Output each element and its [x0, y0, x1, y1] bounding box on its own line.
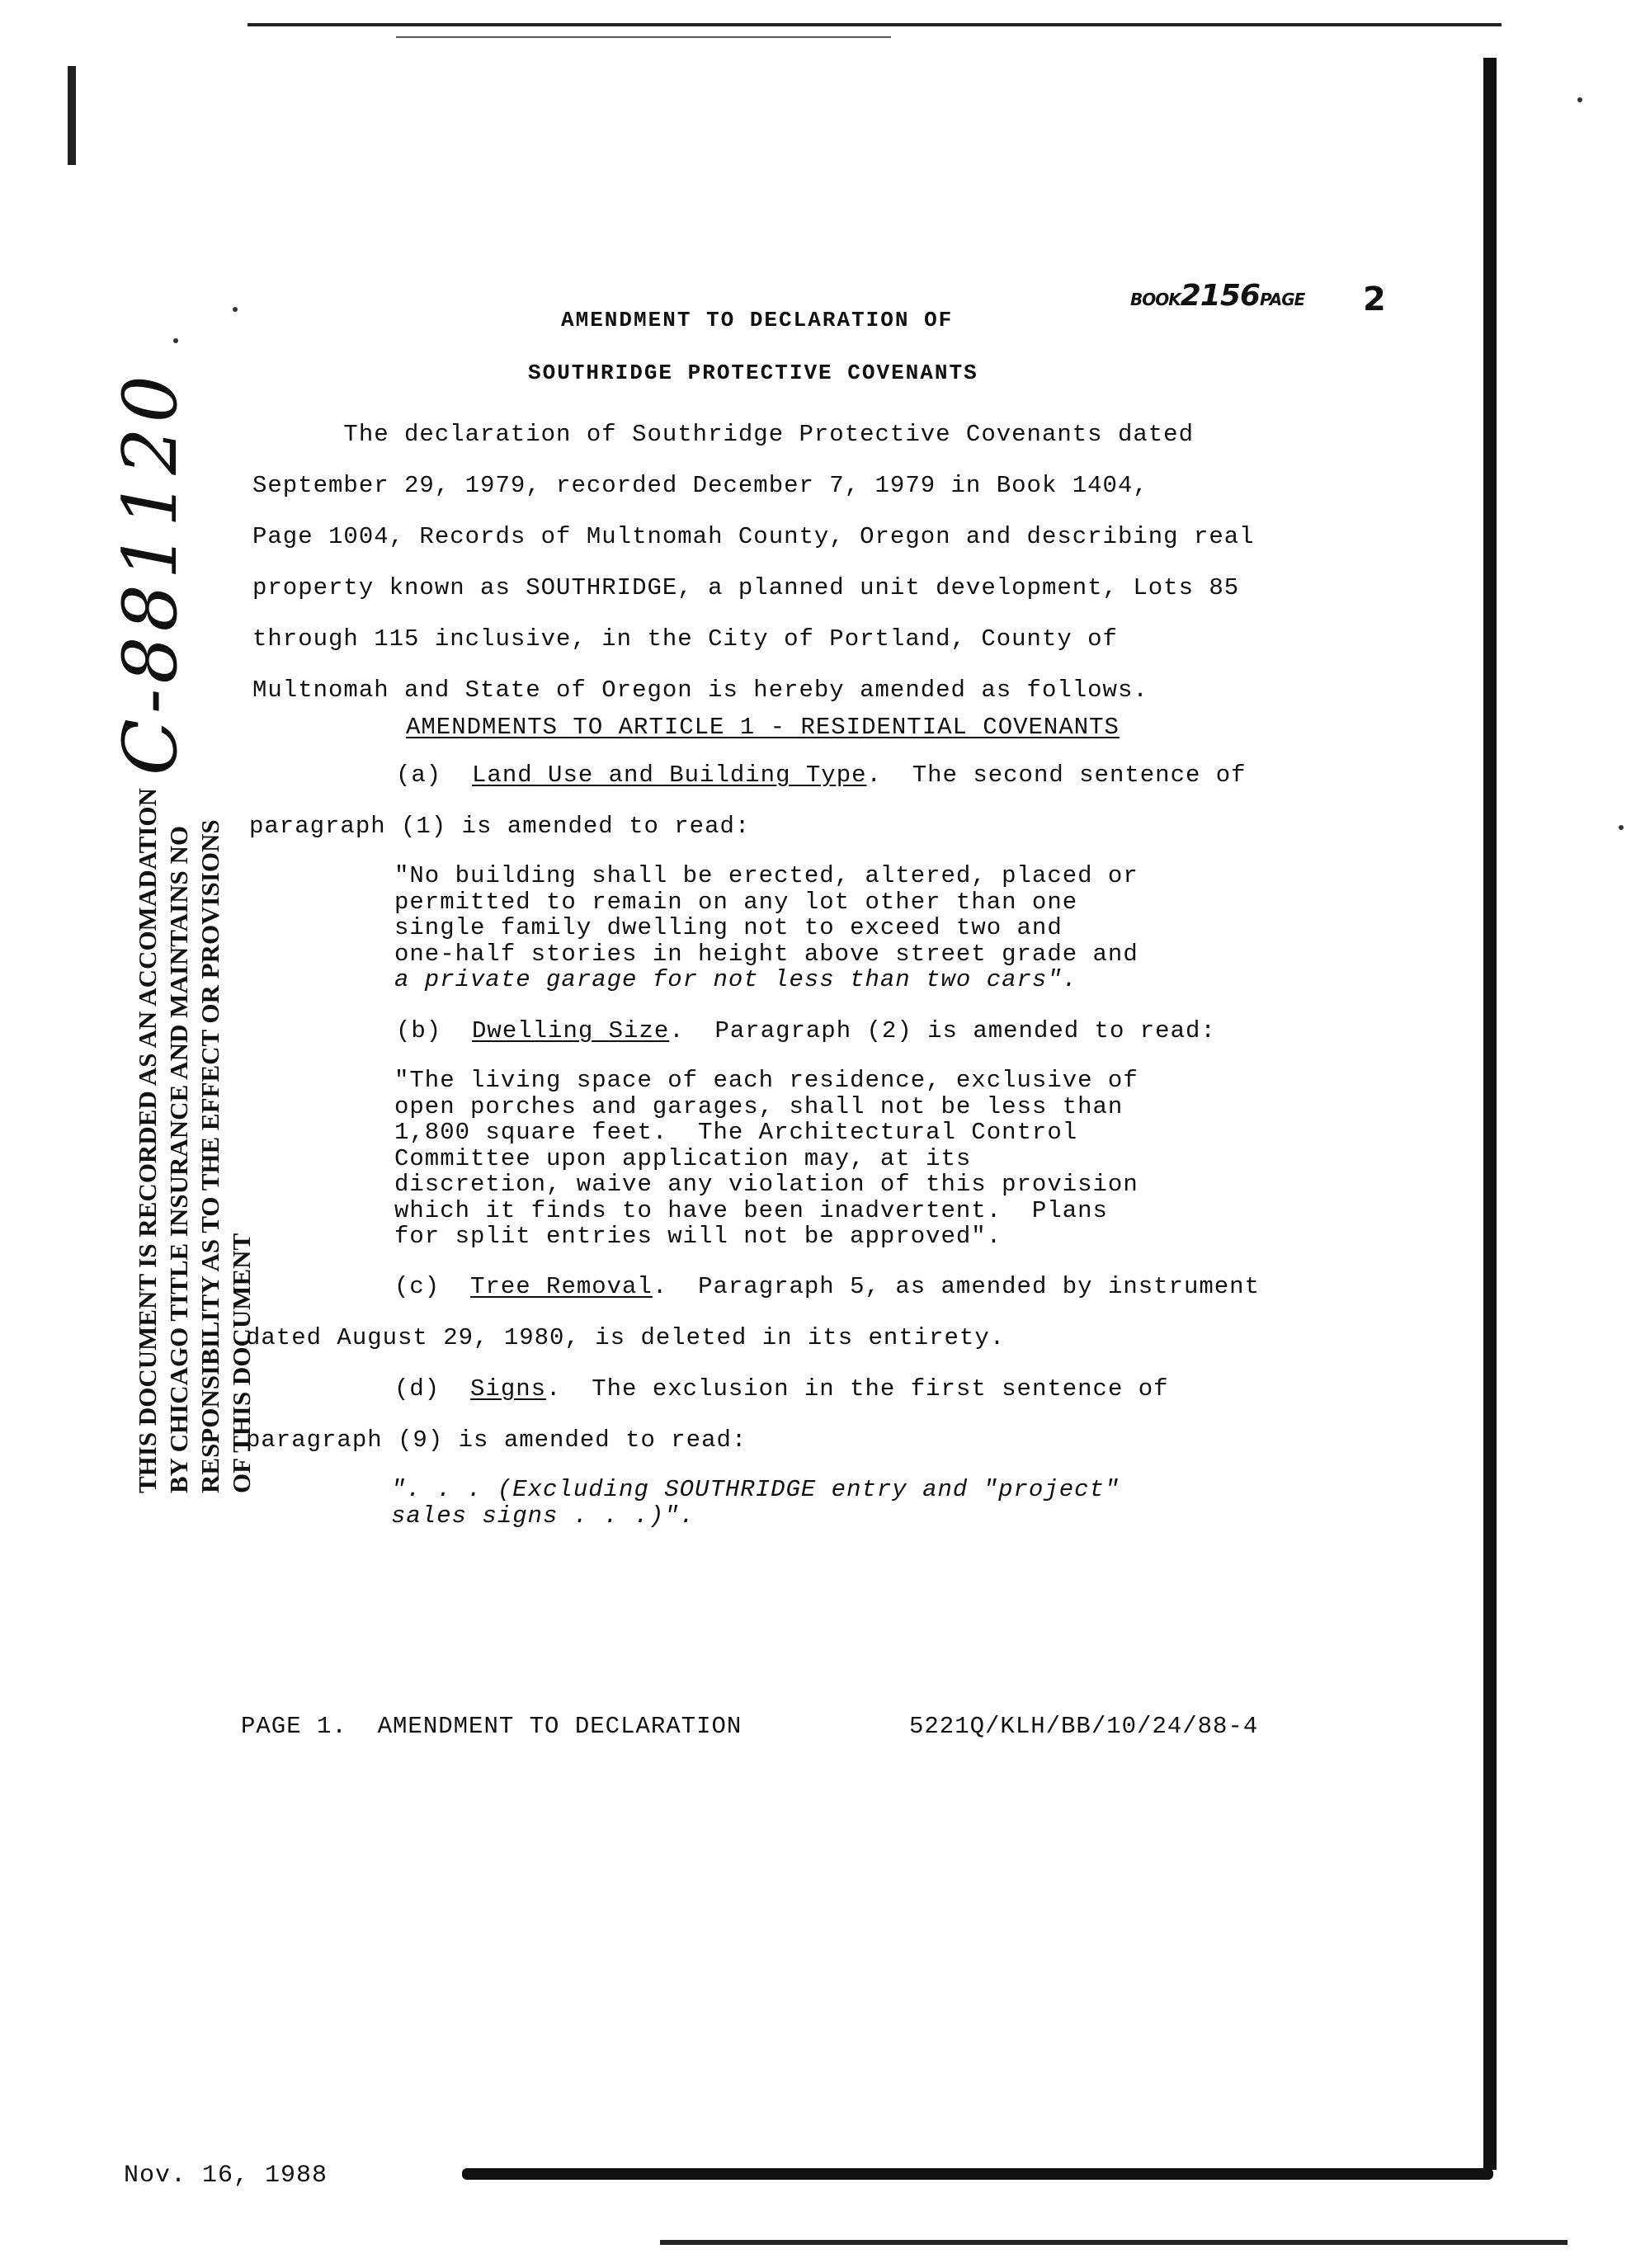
section-a [396, 762, 1247, 789]
section-d-quote [391, 1477, 1120, 1529]
quote-line: sales signs . . .)". [391, 1502, 695, 1530]
section-marker: (c) [394, 1273, 441, 1300]
document-title: AMENDMENT TO DECLARATION OF [561, 308, 954, 332]
recording-date: Nov. 16, 1988 [124, 2162, 328, 2190]
article-heading: AMENDMENTS TO ARTICLE 1 - RESIDENTIAL COVENANTS [406, 714, 1120, 741]
quote-line: permitted to remain on any lot other than one [394, 888, 1078, 916]
quote-line: single family dwelling not to exceed two and [394, 914, 1063, 941]
quote-line: ". . . (Excluding SOUTHRIDGE entry and "project" [391, 1476, 1120, 1503]
section-a-quote [394, 863, 1138, 993]
section-text: . Paragraph (2) is amended to read: [669, 1017, 1216, 1044]
intro-line: through 115 inclusive, in the City of Portland, County of [252, 625, 1118, 653]
quote-line: one-half stories in height above street grade and [394, 940, 1138, 968]
section-b [396, 1018, 1216, 1044]
book-prefix: BOOK [1130, 290, 1181, 309]
scan-dot [1577, 97, 1582, 102]
scan-edge-top [248, 23, 1502, 26]
scan-dot [233, 307, 238, 312]
document-code: 5221Q/KLH/BB/10/24/88-4 [909, 1713, 1259, 1740]
intro-paragraph [252, 409, 1255, 716]
quote-line: a private garage for not less than two cars". [394, 966, 1078, 993]
scan-edge-top-secondary [396, 36, 891, 38]
section-c [394, 1274, 1260, 1300]
section-d [394, 1376, 1169, 1403]
intro-line: Page 1004, Records of Multnomah County, Oregon and describing real [252, 523, 1255, 550]
scan-mark-left [68, 66, 76, 165]
scan-edge-bottom [462, 2168, 1493, 2180]
intro-line: property known as SOUTHRIDGE, a planned unit development, Lots 85 [252, 574, 1240, 601]
section-text: . The exclusion in the first sentence of [546, 1375, 1169, 1403]
section-heading: Land Use and Building Type [472, 762, 867, 789]
page-number: 2 [1363, 281, 1386, 318]
stamp-line: BY CHICAGO TITLE INSURANCE AND MAINTAINS NO [164, 826, 193, 1493]
quote-line: "No building shall be erected, altered, placed or [394, 862, 1138, 889]
book-number: 2156 [1180, 279, 1260, 313]
scan-dot [173, 338, 178, 343]
section-marker: (d) [394, 1375, 441, 1403]
page-label: PAGE [1259, 290, 1305, 309]
scan-edge-right [1483, 58, 1497, 2170]
recording-disclaimer-stamp [132, 788, 257, 1493]
page-footer-label: PAGE 1. AMENDMENT TO DECLARATION [241, 1713, 742, 1740]
section-d-line2: paragraph (9) is amended to read: [246, 1426, 747, 1454]
stamp-line: OF THIS DOCUMENT [227, 1233, 256, 1493]
section-marker: (a) [396, 762, 442, 789]
section-c-line2: dated August 29, 1980, is deleted in its entirety. [246, 1324, 1006, 1351]
book-page-stamp [1130, 279, 1304, 313]
quote-line: which it finds to have been inadvertent. Plans [394, 1196, 1108, 1224]
section-heading: Tree Removal [470, 1273, 653, 1300]
scan-edge-bottom-secondary [660, 2240, 1568, 2245]
quote-line: Committee upon application may, at its [394, 1144, 972, 1172]
quote-line: "The living space of each residence, exclusive of [394, 1067, 1138, 1094]
quote-line: 1,800 square feet. The Architectural Control [394, 1119, 1078, 1146]
section-a-line2: paragraph (1) is amended to read: [249, 813, 751, 840]
quote-line: open porches and garages, shall not be less than [394, 1092, 1124, 1120]
quote-line: for split entries will not be approved". [394, 1223, 1002, 1250]
section-b-quote [394, 1068, 1138, 1250]
handwritten-record-number: C-881120 [107, 370, 194, 776]
section-text: . Paragraph 5, as amended by instrument [652, 1273, 1260, 1300]
stamp-line: THIS DOCUMENT IS RECORDED AS AN ACCOMADATION [133, 788, 162, 1493]
section-heading: Signs [470, 1375, 547, 1403]
intro-line: Multnomah and State of Oregon is hereby amended as follows. [252, 677, 1148, 704]
intro-line: The declaration of Southridge Protective Covenants dated [252, 421, 1194, 448]
section-heading: Dwelling Size [472, 1017, 670, 1044]
intro-line: September 29, 1979, recorded December 7, 1979 in Book 1404, [252, 472, 1148, 499]
document-subtitle: SOUTHRIDGE PROTECTIVE COVENANTS [528, 361, 978, 385]
scan-dot [1619, 825, 1624, 830]
quote-line: discretion, waive any violation of this provision [394, 1171, 1138, 1198]
section-text: . The second sentence of [866, 762, 1247, 789]
stamp-line: RESPONSIBILITY AS TO THE EFFECT OR PROVISIONS [196, 819, 224, 1493]
section-marker: (b) [396, 1017, 442, 1044]
